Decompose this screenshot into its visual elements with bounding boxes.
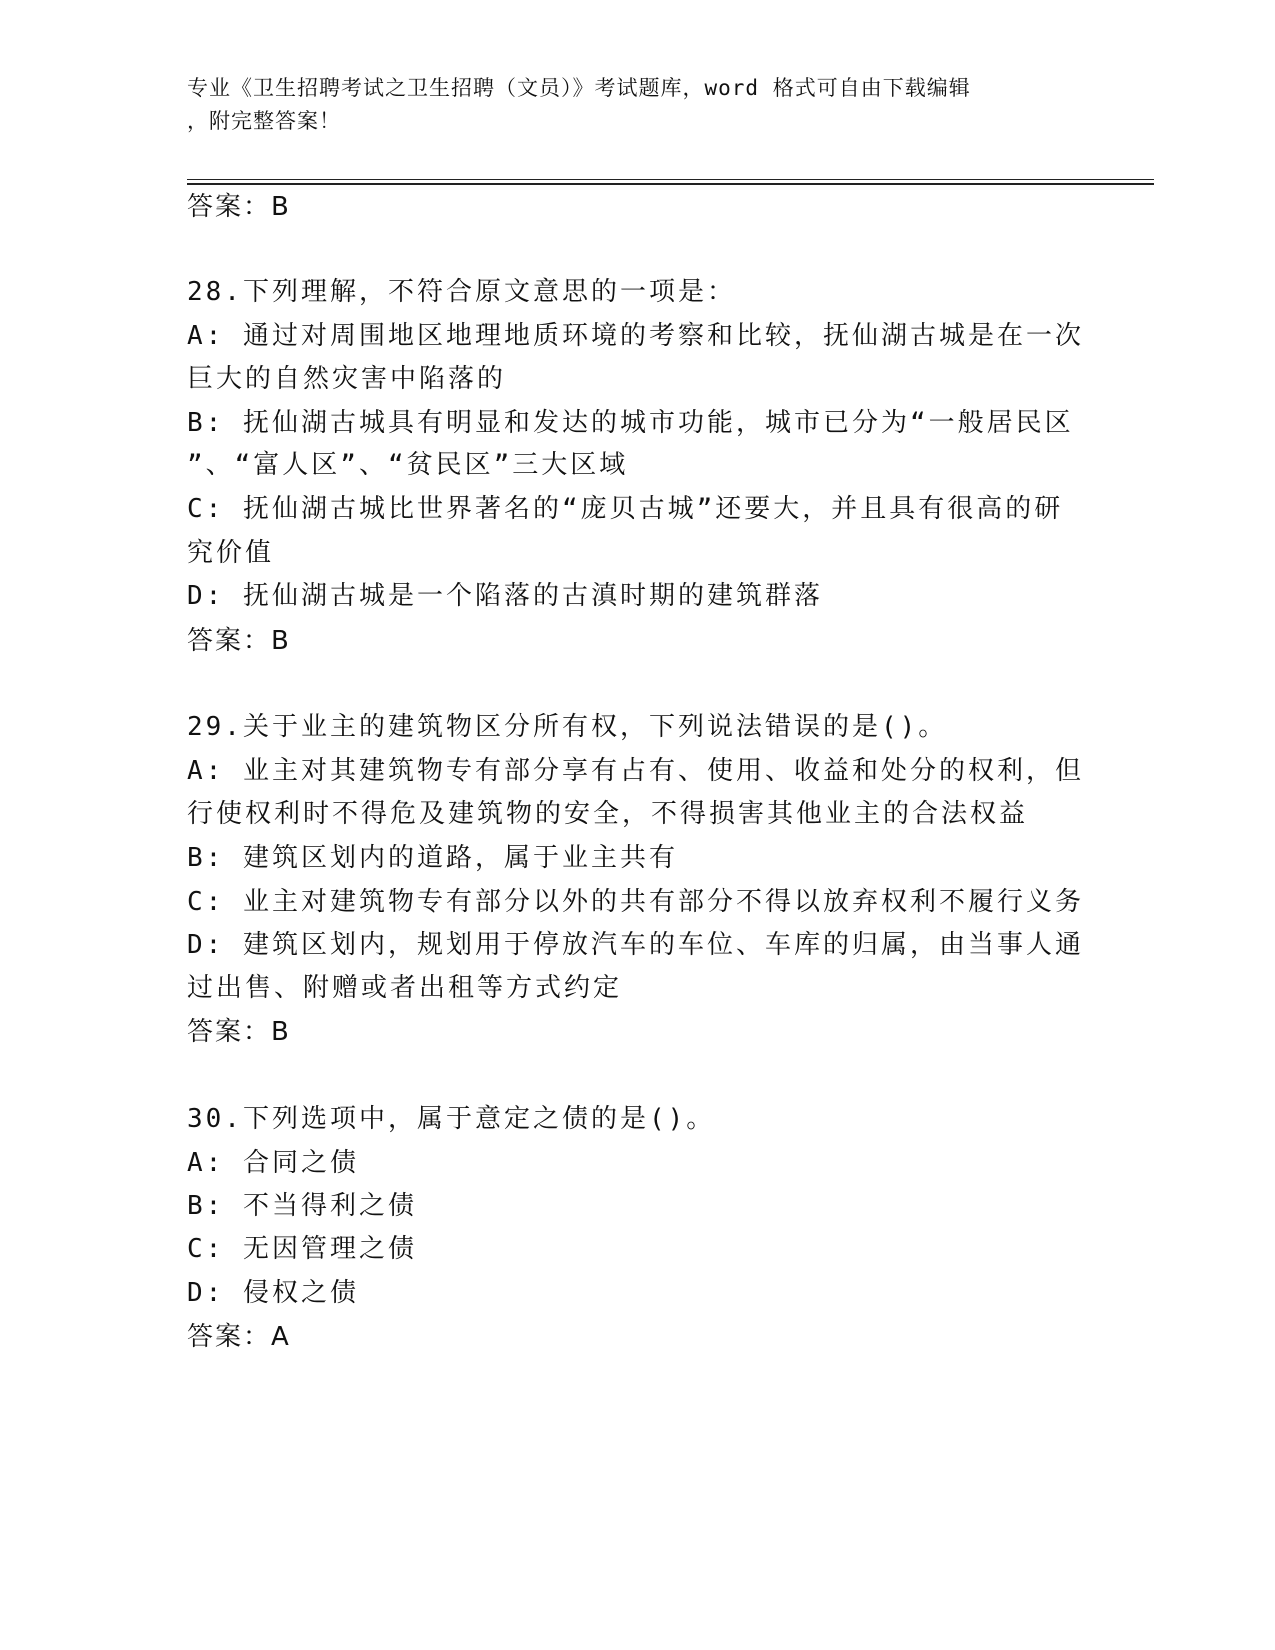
question-30-stem: 30.下列选项中，属于意定之债的是()。: [187, 1104, 716, 1134]
question-28-stem: 28.下列理解，不符合原文意思的一项是：: [187, 277, 736, 307]
question-29-option-c-line-1: C: 业主对建筑物专有部分以外的共有部分不得以放弃权利不履行义务: [187, 887, 1084, 917]
previous-answer: 答案：B: [187, 192, 291, 222]
question-28-option-a-line-2: 巨大的自然灾害中陷落的: [187, 364, 507, 394]
question-29-stem: 29.关于业主的建筑物区分所有权，下列说法错误的是()。: [187, 712, 948, 742]
header-rule-thin: [187, 179, 1154, 180]
question-28-option-b-line-1: B: 抚仙湖古城具有明显和发达的城市功能，城市已分为“一般居民区: [187, 408, 1074, 438]
header-line-2: ，附完整答案！: [187, 109, 341, 133]
question-29-option-b-line-1: B: 建筑区划内的道路，属于业主共有: [187, 843, 678, 873]
question-28-option-a-line-1: A: 通过对周围地区地理地质环境的考察和比较，抚仙湖古城是在一次: [187, 321, 1084, 351]
question-29-option-a-line-1: A: 业主对其建筑物专有部分享有占有、使用、收益和处分的权利，但: [187, 756, 1084, 786]
document-header: [187, 72, 1087, 138]
question-28-option-c-line-2: 究价值: [187, 538, 275, 568]
question-28-option-c-line-1: C: 抚仙湖古城比世界著名的“庞贝古城”还要大，并且具有很高的研: [187, 494, 1064, 524]
question-28-option-b-line-2: ”、“富人区”、“贫民区”三大区域: [187, 450, 629, 480]
question-29-answer: 答案：B: [187, 1017, 291, 1047]
header-line-1: 专业《卫生招聘考试之卫生招聘（文员）》考试题库，word 格式可自由下载编辑: [187, 76, 971, 100]
question-30-option-d-line-1: D: 侵权之债: [187, 1278, 359, 1308]
question-30-option-b-line-1: B: 不当得利之债: [187, 1191, 417, 1221]
question-29-option-d-line-1: D: 建筑区划内，规划用于停放汽车的车位、车库的归属，由当事人通: [187, 930, 1084, 960]
question-30-option-a-line-1: A: 合同之债: [187, 1148, 359, 1178]
question-29-option-d-line-2: 过出售、附赠或者出租等方式约定: [187, 973, 623, 1003]
question-29-option-a-line-2: 行使权利时不得危及建筑物的安全，不得损害其他业主的合法权益: [187, 799, 1029, 829]
header-rule-thick: [187, 183, 1154, 185]
question-28-option-d-line-1: D: 抚仙湖古城是一个陷落的古滇时期的建筑群落: [187, 581, 823, 611]
question-30-option-c-line-1: C: 无因管理之债: [187, 1234, 417, 1264]
question-28-answer: 答案：B: [187, 626, 291, 656]
question-30-answer: 答案：A: [187, 1322, 291, 1352]
